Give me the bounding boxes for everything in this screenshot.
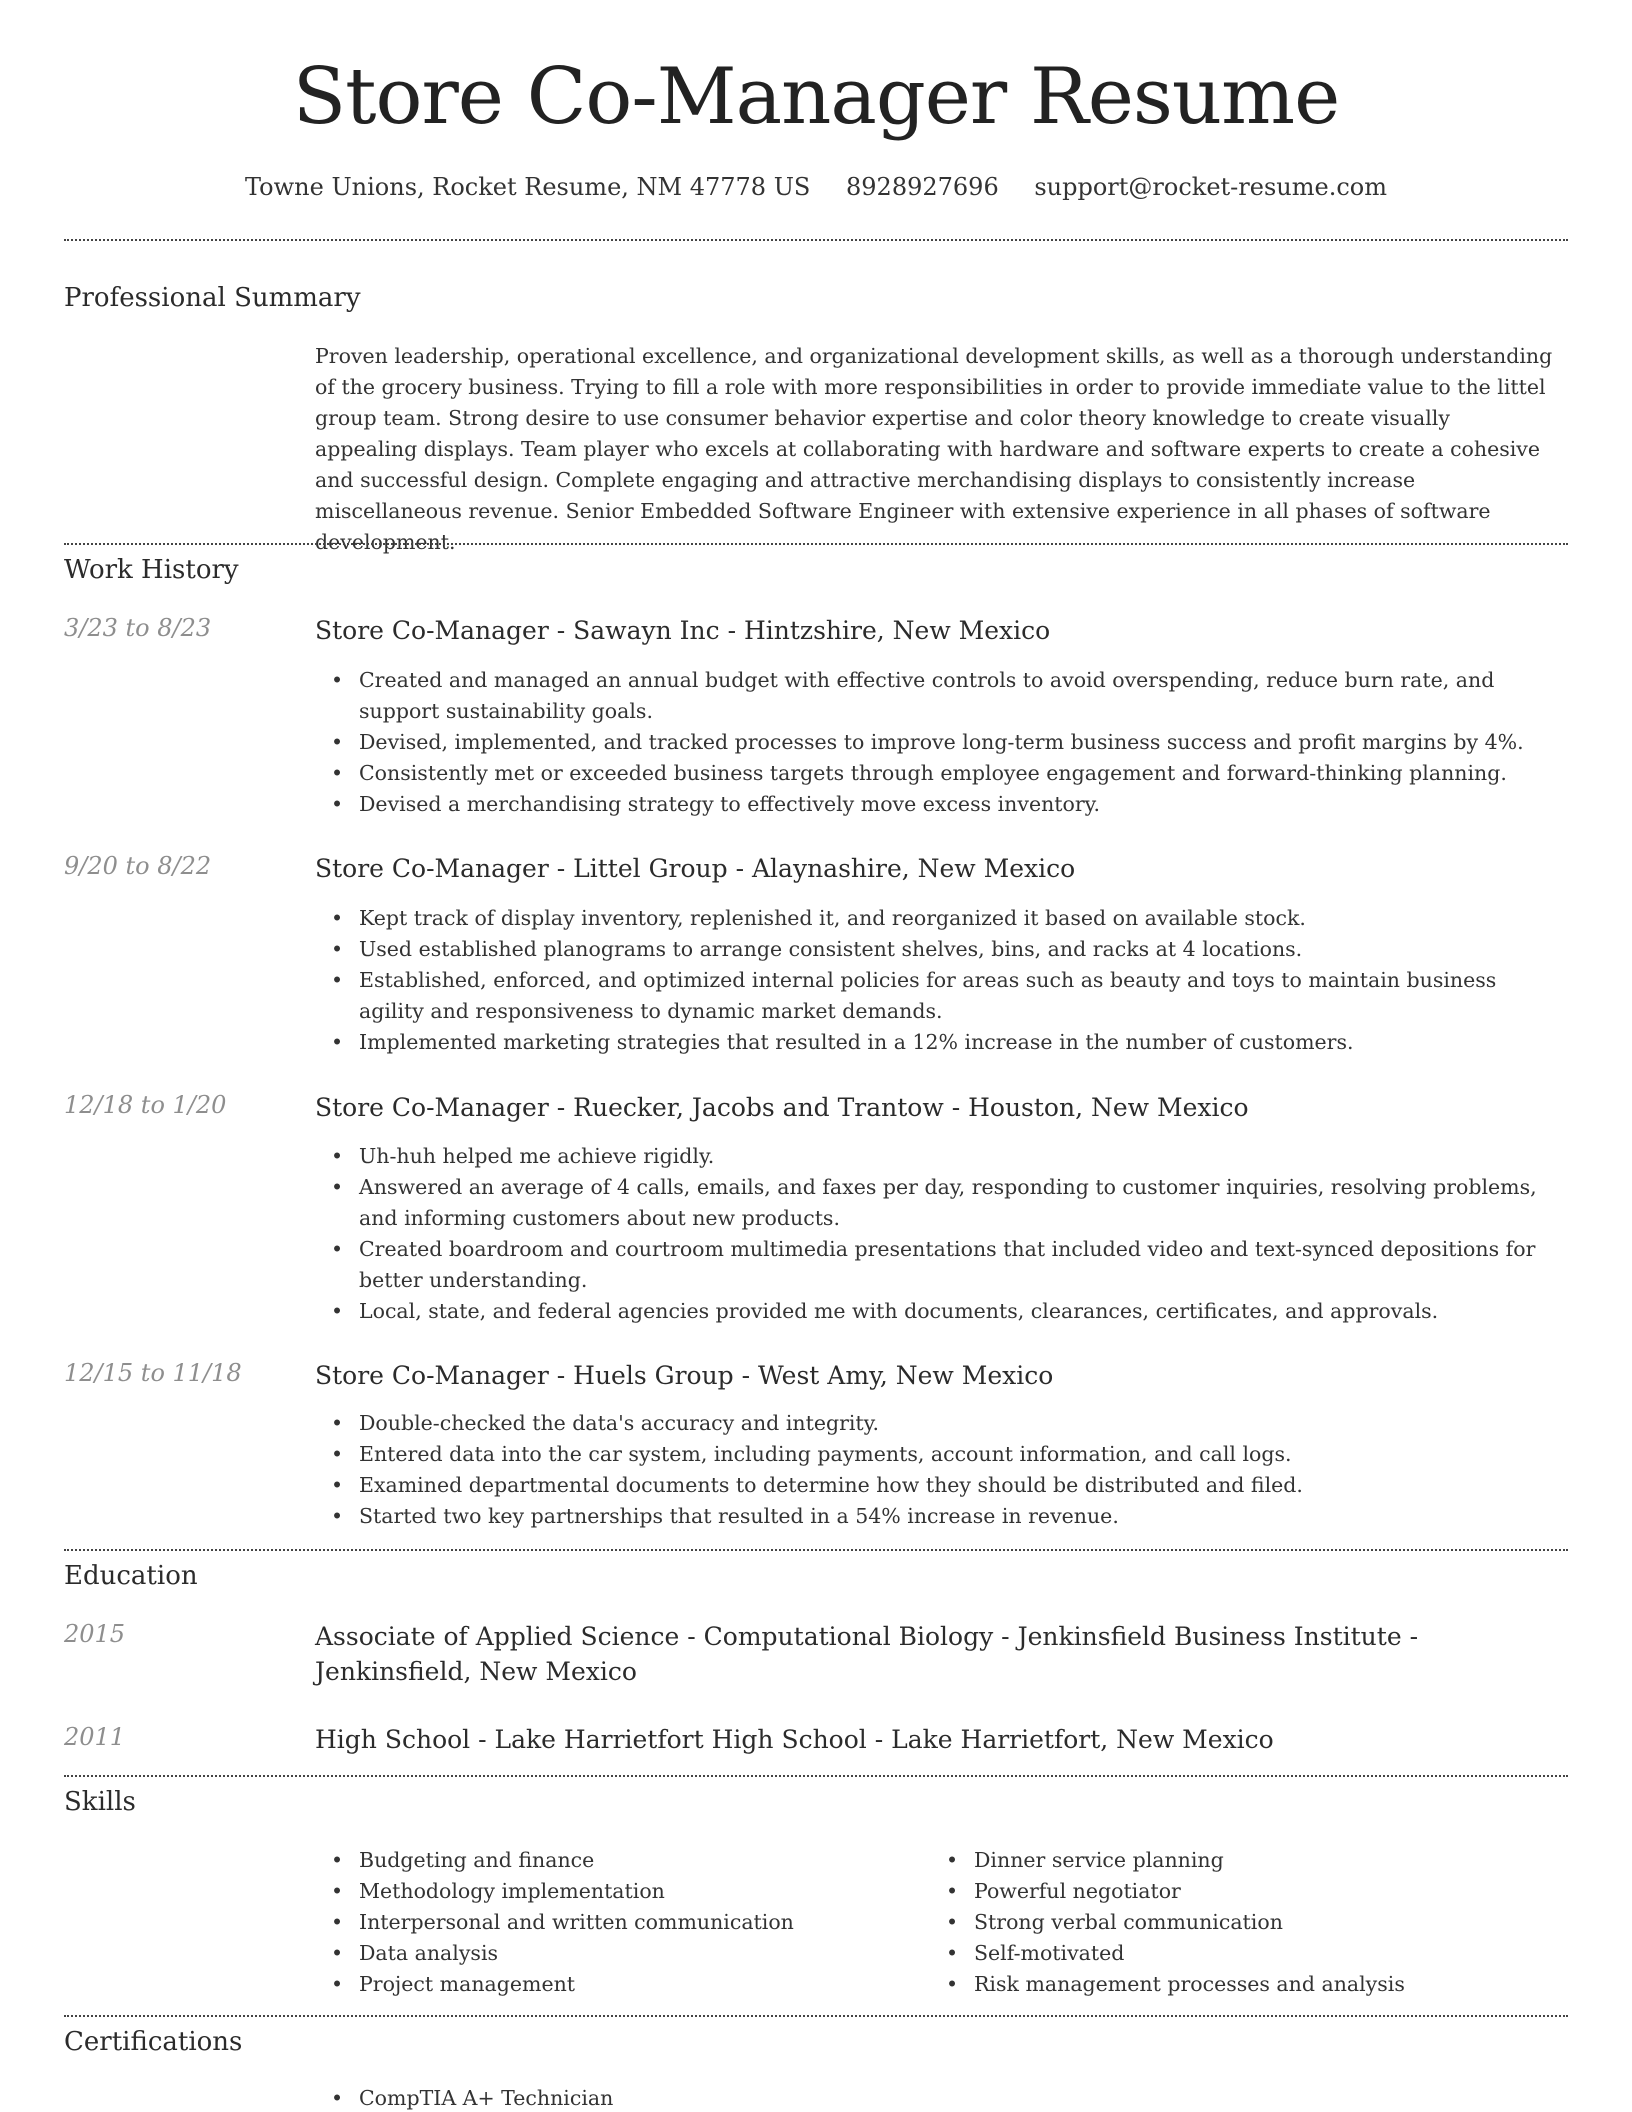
list-item: • Budgeting and finance (315, 1845, 1565, 1876)
contact-email: support@rocket-resume.com (1034, 173, 1387, 201)
list-item: • CompTIA A+ Technician (315, 2083, 1565, 2112)
contact-line (0, 173, 1632, 201)
list-item: • Entered data into the car system, including payments, account information, and call logs. (315, 1439, 1565, 1470)
list-item: • Risk management processes and analysis (930, 1969, 1632, 2000)
list-item: • Created and managed an annual budget with effective controls to avoid overspending, reduce burn rate, and support sustainability goals. (315, 665, 1565, 727)
list-item: • Consistently met or exceeded business targets through employee engagement and forward-thinking planning. (315, 758, 1565, 789)
list-item: • Interpersonal and written communication (315, 1907, 1565, 1938)
job-dates: 12/18 to 1/20 (64, 1091, 227, 1119)
section-title-certifications: Certifications (64, 2027, 243, 2057)
education-entry: Associate of Applied Science - Computational Biology - Jenkinsfield Business Institute - Jenkinsfield, New Mexico (315, 1622, 1419, 1686)
education-year: 2011 (64, 1723, 126, 1751)
job-title: Store Co-Manager - Ruecker, Jacobs and Trantow - Houston, New Mexico (315, 1093, 1249, 1122)
list-item: • Dinner service planning (930, 1845, 1632, 1876)
section-divider (64, 239, 1568, 241)
section-divider (64, 543, 1568, 545)
list-item: • Devised, implemented, and tracked processes to improve long-term business success and profit margins by 4%. (315, 727, 1565, 758)
job-dates: 3/23 to 8/23 (64, 614, 212, 642)
resume-title: Store Co-Manager Resume (292, 52, 1340, 142)
list-item: • Local, state, and federal agencies provided me with documents, clearances, certificates, and approvals. (315, 1296, 1565, 1327)
job-bullets (315, 665, 1565, 820)
list-item: • Strong verbal communication (930, 1907, 1632, 1938)
contact-phone: 8928927696 (846, 173, 999, 201)
section-divider (64, 1775, 1568, 1777)
job-dates: 9/20 to 8/22 (64, 852, 212, 880)
list-item: • Implemented marketing strategies that resulted in a 12% increase in the number of customers. (315, 1027, 1565, 1058)
job-bullets (315, 1141, 1565, 1327)
job-bullets (315, 903, 1565, 1058)
list-item: • Data analysis (315, 1938, 1565, 1969)
list-item: • Started two key partnerships that resulted in a 54% increase in revenue. (315, 1501, 1565, 1532)
section-divider (64, 1549, 1568, 1551)
list-item: • Self-motivated (930, 1938, 1632, 1969)
list-item: • Answered an average of 4 calls, emails, and faxes per day, responding to customer inquiries, resolving problems, and informing customers about new products. (315, 1172, 1565, 1234)
section-title-summary: Professional Summary (64, 283, 361, 313)
list-item: • Powerful negotiator (930, 1876, 1632, 1907)
section-title-work: Work History (64, 555, 239, 585)
contact-address: Towne Unions, Rocket Resume, NM 47778 US (245, 173, 811, 201)
list-item: • Double-checked the data's accuracy and integrity. (315, 1408, 1565, 1439)
job-title: Store Co-Manager - Littel Group - Alaynashire, New Mexico (315, 854, 1076, 883)
list-item: • Methodology implementation (315, 1876, 1565, 1907)
list-item: • Uh-huh helped me achieve rigidly. (315, 1141, 1565, 1172)
job-title: Store Co-Manager - Huels Group - West Amy, New Mexico (315, 1361, 1054, 1390)
education-entry: High School - Lake Harrietfort High School - Lake Harrietfort, New Mexico (315, 1725, 1274, 1754)
section-title-skills: Skills (64, 1787, 136, 1817)
list-item: • Established, enforced, and optimized internal policies for areas such as beauty and toys to maintain business agility and responsiveness to dynamic market demands. (315, 965, 1565, 1027)
list-item: • Kept track of display inventory, replenished it, and reorganized it based on available stock. (315, 903, 1565, 934)
list-item: • Devised a merchandising strategy to effectively move excess inventory. (315, 789, 1565, 820)
list-item: • Used established planograms to arrange consistent shelves, bins, and racks at 4 locations. (315, 934, 1565, 965)
section-divider (64, 2015, 1568, 2017)
job-bullets (315, 1408, 1565, 1532)
job-title: Store Co-Manager - Sawayn Inc - Hintzshire, New Mexico (315, 616, 1051, 645)
list-item: • Created boardroom and courtroom multimedia presentations that included video and text-synced depositions for better understanding. (315, 1234, 1565, 1296)
section-title-education: Education (64, 1561, 198, 1591)
education-year: 2015 (64, 1620, 126, 1648)
summary-text: Proven leadership, operational excellence, and organizational development skills, as well as a thorough understanding of the grocery business. Trying to fill a role with more responsibilities in order to provide immediate value to the littel group team. Strong desire to use consumer behavior expertise and color theory knowledge to create visually appealing displays. Team player who excels at collaborating with hardware and software experts to create a cohesive and successful design. Complete engaging and attractive merchandising displays to consistently increase miscellaneous revenue. Senior Embedded Software Engineer with extensive experience in all phases of software development. (315, 344, 1553, 554)
list-item: • Examined departmental documents to determine how they should be distributed and filed. (315, 1470, 1565, 1501)
job-dates: 12/15 to 11/18 (64, 1359, 242, 1387)
list-item: • Project management (315, 1969, 1565, 2000)
certifications-list (315, 2083, 1565, 2112)
skills-list-right (930, 1845, 1632, 2000)
